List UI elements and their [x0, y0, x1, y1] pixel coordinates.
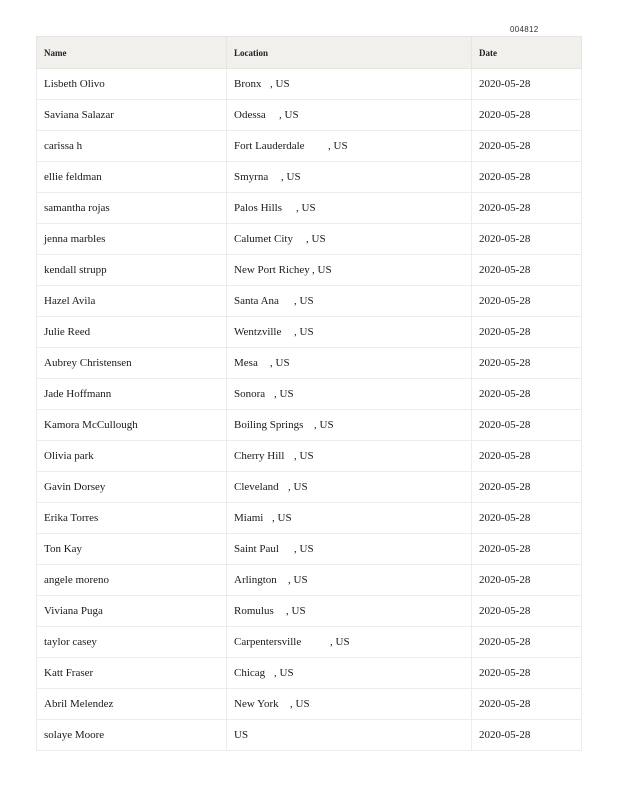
location-city: Odessa	[234, 109, 266, 121]
location-country: , US	[294, 450, 314, 462]
table-row	[37, 69, 582, 100]
location-country: , US	[281, 171, 301, 183]
location-city: Saint Paul	[234, 543, 279, 555]
location-city: Miami	[234, 512, 264, 524]
cell-name: Aubrey Christensen	[37, 348, 227, 379]
location-city: Arlington	[234, 574, 277, 586]
cell-name: kendall strupp	[37, 255, 227, 286]
cell-location	[227, 193, 472, 224]
cell-location	[227, 286, 472, 317]
cell-location	[227, 596, 472, 627]
cell-date: 2020-05-28	[472, 720, 582, 751]
cell-name: Katt Fraser	[37, 658, 227, 689]
cell-date: 2020-05-28	[472, 441, 582, 472]
table-row	[37, 379, 582, 410]
table-row	[37, 441, 582, 472]
cell-location	[227, 348, 472, 379]
cell-name: Jade Hoffmann	[37, 379, 227, 410]
cell-name: solaye Moore	[37, 720, 227, 751]
location-city: Wentzville	[234, 326, 282, 338]
location-city: Sonora	[234, 388, 266, 400]
table-row	[37, 720, 582, 751]
cell-name: Hazel Avila	[37, 286, 227, 317]
cell-location	[227, 627, 472, 658]
cell-date: 2020-05-28	[472, 100, 582, 131]
column-header-name: Name	[37, 37, 227, 69]
table-header	[37, 37, 582, 69]
table-row	[37, 565, 582, 596]
location-country: , US	[288, 574, 308, 586]
table-row	[37, 224, 582, 255]
location-city: Cherry Hill	[234, 450, 285, 462]
table-row	[37, 100, 582, 131]
location-country: , US	[296, 202, 316, 214]
cell-date: 2020-05-28	[472, 224, 582, 255]
location-city: New Port Richey	[234, 264, 310, 276]
cell-name: Erika Torres	[37, 503, 227, 534]
location-city: Boiling Springs	[234, 419, 304, 431]
location-country: US	[234, 729, 249, 741]
cell-date: 2020-05-28	[472, 131, 582, 162]
cell-date: 2020-05-28	[472, 317, 582, 348]
location-city: Chicag	[234, 667, 266, 679]
cell-date: 2020-05-28	[472, 565, 582, 596]
table-row	[37, 286, 582, 317]
cell-location	[227, 658, 472, 689]
location-country: , US	[294, 543, 314, 555]
cell-date: 2020-05-28	[472, 689, 582, 720]
location-country: , US	[328, 140, 348, 152]
table-row	[37, 348, 582, 379]
location-city: Carpentersville	[234, 636, 302, 648]
cell-name: angele moreno	[37, 565, 227, 596]
table-row	[37, 472, 582, 503]
cell-name: Saviana Salazar	[37, 100, 227, 131]
table-row	[37, 658, 582, 689]
table-row	[37, 131, 582, 162]
cell-date: 2020-05-28	[472, 255, 582, 286]
location-country: , US	[314, 419, 334, 431]
cell-location	[227, 379, 472, 410]
cell-location	[227, 224, 472, 255]
records-table	[36, 36, 582, 751]
cell-date: 2020-05-28	[472, 627, 582, 658]
cell-location	[227, 131, 472, 162]
location-country: , US	[272, 512, 292, 524]
location-country: , US	[330, 636, 350, 648]
cell-date: 2020-05-28	[472, 69, 582, 100]
location-city: Calumet City	[234, 233, 293, 245]
cell-name: Ton Kay	[37, 534, 227, 565]
cell-name: Abril Melendez	[37, 689, 227, 720]
location-country: , US	[274, 667, 294, 679]
table-row	[37, 317, 582, 348]
column-header-date: Date	[472, 37, 582, 69]
table-row	[37, 410, 582, 441]
cell-location	[227, 441, 472, 472]
table-row	[37, 534, 582, 565]
cell-location	[227, 255, 472, 286]
cell-date: 2020-05-28	[472, 410, 582, 441]
cell-location	[227, 565, 472, 596]
cell-location	[227, 69, 472, 100]
table-row	[37, 503, 582, 534]
table-row	[37, 627, 582, 658]
cell-name: samantha rojas	[37, 193, 227, 224]
cell-location	[227, 720, 472, 751]
cell-date: 2020-05-28	[472, 472, 582, 503]
location-country: , US	[312, 264, 332, 276]
cell-location	[227, 472, 472, 503]
cell-date: 2020-05-28	[472, 596, 582, 627]
location-country: , US	[306, 233, 326, 245]
cell-location	[227, 410, 472, 441]
location-country: , US	[270, 78, 290, 90]
table-row	[37, 689, 582, 720]
location-country: , US	[286, 605, 306, 617]
cell-name: carissa h	[37, 131, 227, 162]
cell-name: jenna marbles	[37, 224, 227, 255]
cell-name: Kamora McCullough	[37, 410, 227, 441]
cell-location	[227, 503, 472, 534]
cell-location	[227, 162, 472, 193]
location-country: , US	[288, 481, 308, 493]
cell-date: 2020-05-28	[472, 534, 582, 565]
cell-date: 2020-05-28	[472, 503, 582, 534]
cell-date: 2020-05-28	[472, 348, 582, 379]
location-city: Mesa	[234, 357, 258, 369]
cell-date: 2020-05-28	[472, 162, 582, 193]
cell-date: 2020-05-28	[472, 658, 582, 689]
header-row	[37, 37, 582, 69]
location-country: , US	[270, 357, 290, 369]
location-city: Cleveland	[234, 481, 279, 493]
location-country: , US	[279, 109, 299, 121]
location-country: , US	[290, 698, 310, 710]
table-row	[37, 193, 582, 224]
cell-name: ellie feldman	[37, 162, 227, 193]
cell-name: Lisbeth Olivo	[37, 69, 227, 100]
cell-date: 2020-05-28	[472, 193, 582, 224]
cell-date: 2020-05-28	[472, 286, 582, 317]
cell-location	[227, 100, 472, 131]
location-city: New York	[234, 698, 279, 710]
location-country: , US	[274, 388, 294, 400]
cell-name: Olivia park	[37, 441, 227, 472]
column-header-location: Location	[227, 37, 472, 69]
cell-name: Viviana Puga	[37, 596, 227, 627]
cell-location	[227, 689, 472, 720]
cell-location	[227, 534, 472, 565]
cell-name: Julie Reed	[37, 317, 227, 348]
location-city: Santa Ana	[234, 295, 279, 307]
table-row	[37, 255, 582, 286]
cell-name: taylor casey	[37, 627, 227, 658]
location-city: Smyrna	[234, 171, 269, 183]
location-city: Palos Hills	[234, 202, 282, 214]
table-row	[37, 162, 582, 193]
cell-location	[227, 317, 472, 348]
cell-date: 2020-05-28	[472, 379, 582, 410]
location-country: , US	[294, 295, 314, 307]
location-city: Bronx	[234, 78, 262, 90]
table-body	[37, 69, 582, 751]
records-table-container	[36, 36, 581, 751]
location-city: Romulus	[234, 605, 274, 617]
table-row	[37, 596, 582, 627]
cell-name: Gavin Dorsey	[37, 472, 227, 503]
document-id: 004812	[510, 25, 539, 34]
location-country: , US	[294, 326, 314, 338]
location-city: Fort Lauderdale	[234, 140, 305, 152]
